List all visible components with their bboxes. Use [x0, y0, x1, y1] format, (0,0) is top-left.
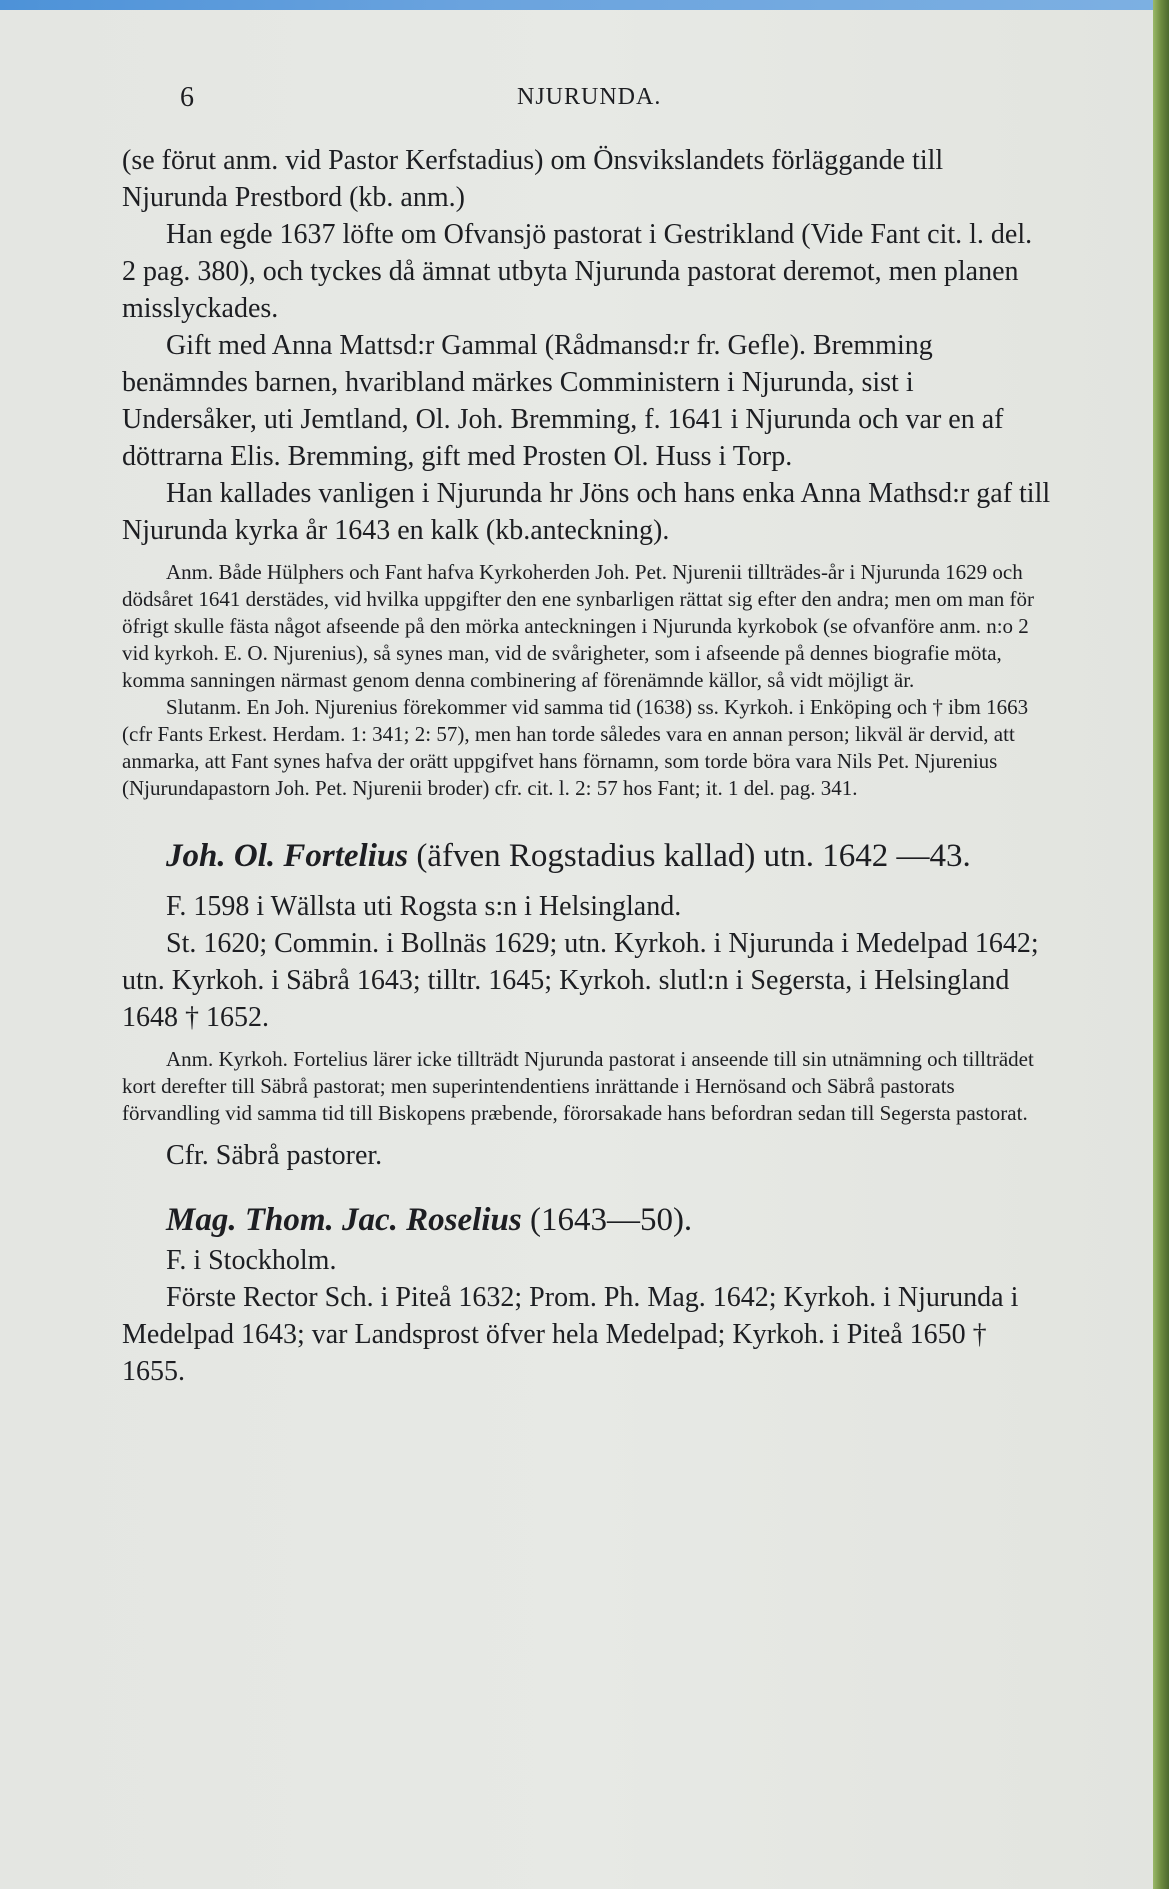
- spacer: [122, 878, 1052, 888]
- paragraph-2: Han egde 1637 löfte om Ofvansjö pastorat i Gestrikland (Vide Fant cit. l. del. 2 pag. 380), och tyckes då ämnat utbyta Njurunda pastorat deremot, men planen misslyckades.: [122, 219, 1033, 324]
- page-number: 6: [180, 82, 194, 113]
- roselius-career: Förste Rector Sch. i Piteå 1632; Prom. Ph. Mag. 1642; Kyrkoh. i Njurunda i Medelpad 1643; var Landsprost öfver hela Medelpad; Kyrkoh. i Piteå 1650 † 1655.: [122, 1282, 1019, 1387]
- paragraph-4: Han kallades vanligen i Njurunda hr Jöns och hans enka Anna Mathsd:r gaf till Njurunda kyrka år 1643 en kalk (kb.anteckning).: [122, 478, 1051, 546]
- roselius-name: Mag. Thom. Jac. Roselius: [166, 1202, 522, 1238]
- paragraph-3: Gift med Anna Mattsd:r Gammal (Rådmansd:r fr. Gefle). Bremming benämndes barnen, hvaribland märkes Comministern i Njurunda, sist i Undersåker, uti Jemtland, Ol. Joh. Bremming, f. 1641 i Njurunda och var en af döttrarna Elis. Bremming, gift med Prosten Ol. Huss i Torp.: [122, 330, 1004, 472]
- fortelius-rest: (äfven Rogstadius kallad) utn. 1642 —43.: [416, 838, 971, 874]
- fortelius-career: St. 1620; Commin. i Bollnäs 1629; utn. Kyrkoh. i Njurunda i Medelpad 1642; utn. Kyrkoh. i Säbrå 1643; tilltr. 1645; Kyrkoh. slutl:n i Segersta, i Helsingland 1648 † 1652.: [122, 928, 1039, 1033]
- spacer: [122, 549, 1052, 559]
- roselius-birth: F. i Stockholm.: [166, 1245, 337, 1276]
- cfr-line: Cfr. Säbrå pastorer.: [166, 1140, 383, 1171]
- fortelius-heading: [122, 834, 1052, 878]
- running-head: NJURUNDA.: [517, 84, 662, 110]
- spacer: [122, 1036, 1052, 1046]
- note-slutanm: Slutanm. En Joh. Njurenius förekommer vid samma tid (1638) ss. Kyrkoh. i Enköping och † ibm 1663 (cfr Fants Erkest. Herdam. 1: 341; 2: 57), men han torde således vara en annan person; likväl är dervid, att anmarka, att Fant synes hafva der orätt uppgifvet hans förnamn, som torde böra vara Nils Pet. Njurenius (Njurundapastorn Joh. Pet. Njurenii broder) cfr. cit. l. 2: 57 hos Fant; it. 1 del. pag. 341.: [122, 695, 1029, 800]
- spacer: [122, 802, 1052, 834]
- spacer: [122, 1127, 1052, 1137]
- note-fortelius: Anm. Kyrkoh. Fortelius lärer icke tillträdt Njurunda pastorat i anseende till sin utnämning och tillträdet kort derefter till Säbrå pastorat; men superintendentiens inrättande i Hernösand och Säbrå pastorats förvandling vid samma tid till Biskopens præbende, förorsakade hans befordran sedan till Segersta pastorat.: [122, 1047, 1034, 1125]
- fortelius-name: Joh. Ol. Fortelius: [166, 838, 409, 874]
- note-block: [122, 559, 1052, 802]
- page-header: [122, 72, 1052, 130]
- roselius-rest: (1643—50).: [529, 1202, 693, 1238]
- top-edge: [0, 0, 1169, 10]
- spacer: [122, 1174, 1052, 1198]
- note-anm: Anm. Både Hülphers och Fant hafva Kyrkoherden Joh. Pet. Njurenii tillträdes-år i Njurunda 1629 och dödsåret 1641 derstädes, vid hvilka uppgifter den ene synbarligen rättat sig efter den andra; men om man för öfrigt skulle fästa något afseende på den mörka anteckningen i Njurunda kyrkobok (se ofvanföre anm. n:o 2 vid kyrkoh. E. O. Njurenius), så synes man, vid de svårigheter, som i afseende på dennes biografie möta, komma sanningen närmast genom denna combinering af förenämnde källor, så vidt möjligt är.: [122, 560, 1035, 692]
- paragraph-1: (se förut anm. vid Pastor Kerfstadius) om Önsvikslandets förläggande till Njurunda Prestbord (kb. anm.): [122, 145, 944, 213]
- fortelius-birth: F. 1598 i Wällsta uti Rogsta s:n i Helsingland.: [166, 891, 682, 922]
- fortelius-note-block: [122, 1046, 1052, 1127]
- binding-edge: [1153, 0, 1169, 1889]
- page-content: [122, 72, 1052, 1390]
- roselius-heading: [122, 1198, 1052, 1242]
